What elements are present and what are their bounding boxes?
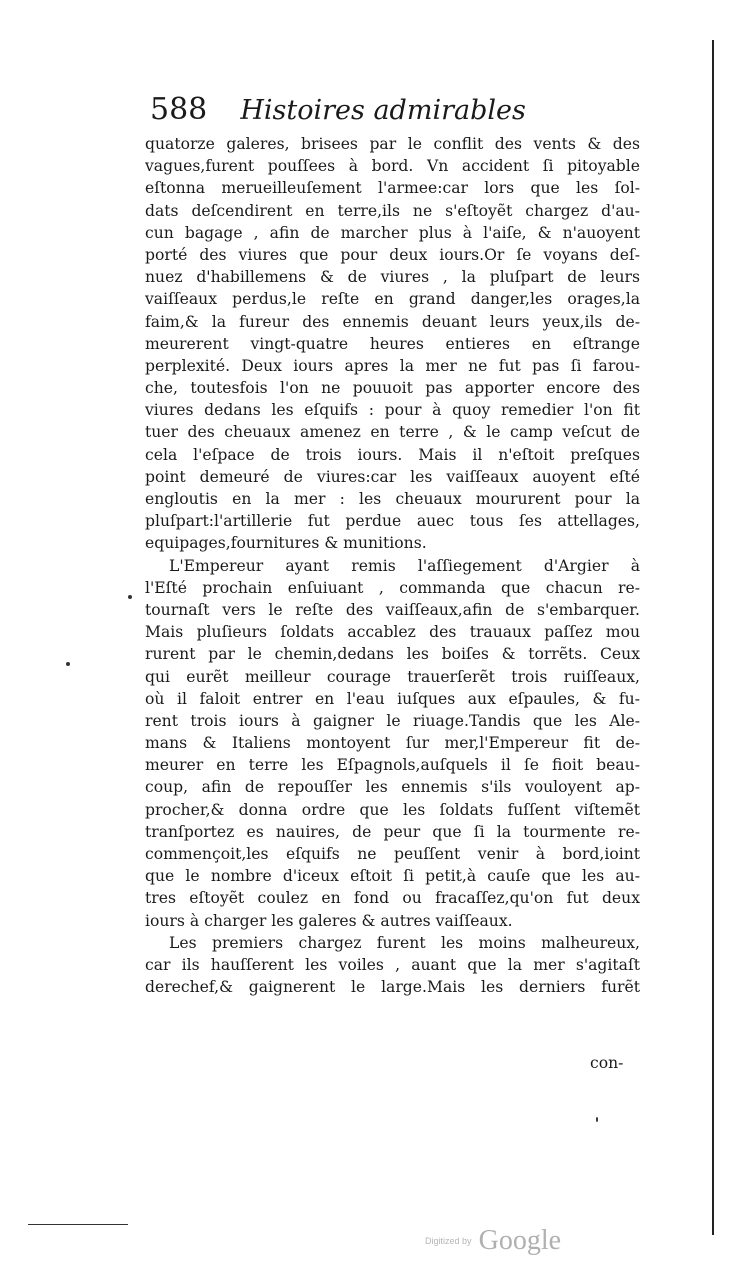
- text-line: perplexité. Deux iours apres la mer ne fut pas ſi farou-: [145, 356, 640, 375]
- text-line: que le nombre d'iceux eſtoit ſi petit,à cauſe que les au-: [145, 867, 640, 886]
- text-line: meurerent vingt-quatre heures entieres en eſtrange: [145, 334, 640, 353]
- text-line: coup, afin de repouſſer les ennemis s'ils vouloyent ap-: [145, 778, 640, 797]
- ink-speck: [128, 595, 132, 599]
- digitized-by-label: Digitized by: [425, 1236, 472, 1246]
- text-line: mans & Italiens montoyent ſur mer,l'Empereur fit de-: [145, 734, 640, 753]
- text-line: quatorze galeres, brisees par le conflit des vents & des: [145, 135, 640, 153]
- text-line: rent trois iours à gaigner le riuage.Tandis que les Ale-: [145, 711, 640, 730]
- page-edge-rule: [712, 40, 714, 1235]
- text-line: l'Eſté prochain enſuiuant , commanda que chacun re-: [145, 578, 640, 597]
- ink-speck: [596, 1117, 598, 1122]
- text-line: nuez d'habillemens & de viures , la pluſpart de leurs: [145, 268, 640, 287]
- text-line: iours à charger les galeres & autres vaiſſeaux.: [145, 911, 513, 930]
- text-line: Les premiers chargez furent les moins malheureux,: [169, 933, 640, 952]
- text-line: faim,& la fureur des ennemis deuant leurs yeux,ils de-: [145, 312, 640, 331]
- running-title: Histoires admirables: [240, 95, 526, 126]
- text-line: vaiſſeaux perdus,le reſte en grand danger,les orages,la: [145, 290, 640, 309]
- text-line: L'Empereur ayant remis l'aſſiegement d'Argier à: [169, 556, 640, 575]
- text-line: tuer des cheuaux amenez en terre , & le camp veſcut de: [145, 423, 640, 442]
- text-line: equipages,fournitures & munitions.: [145, 534, 427, 553]
- text-line: dats deſcendirent en terre,ils ne s'eſtoyẽt chargez d'au-: [145, 201, 640, 220]
- text-line: tranſportez es nauires, de peur que ſi la tourmente re-: [145, 822, 640, 841]
- text-line: tres eſtoyẽt coulez en fond ou fracaſſez,qu'on fut deux: [145, 889, 640, 908]
- catchword: con-: [590, 1054, 624, 1072]
- text-line: cun bagage , afin de marcher plus à l'aiſe, & n'auoyent: [145, 223, 640, 242]
- text-line: rurent par le chemin,dedans les boiſes & torrẽts. Ceux: [145, 645, 640, 664]
- text-line: qui eurẽt meilleur courage trauerſerẽt trois ruiſſeaux,: [145, 667, 640, 686]
- text-line: tournaſt vers le reſte des vaiſſeaux,afin de s'embarquer.: [145, 600, 640, 619]
- text-line: point demeuré de viures:car les vaiſſeaux auoyent eſté: [145, 467, 640, 486]
- text-line: procher,& donna ordre que les ſoldats fuſſent viſtemẽt: [145, 800, 640, 819]
- google-logo: Google: [478, 1225, 562, 1256]
- page-number: 588: [150, 92, 208, 127]
- text-line: viures dedans les eſquifs : pour à quoy remedier l'on fit: [145, 401, 640, 420]
- text-line: eſtonna merueilleuſement l'armee:car lors que les ſol-: [145, 179, 640, 198]
- text-line: engloutis en la mer : les cheuaux moururent pour la: [145, 490, 640, 508]
- text-line: porté des viures que pour deux iours.Or ſe voyans deſ-: [145, 245, 640, 264]
- text-line: Mais pluſieurs ſoldats accablez des trauaux paſſez mou: [145, 623, 640, 642]
- text-line: vagues,furent pouſſees à bord. Vn accident ſi pitoyable: [145, 157, 640, 176]
- text-line: che, toutesfois l'on ne pouuoit pas apporter encore des: [145, 379, 640, 398]
- text-line: car ils hauſſerent les voiles , auant que la mer s'agitaſt: [145, 955, 640, 974]
- footer-rule: [28, 1224, 128, 1225]
- text-line: derechef,& gaignerent le large.Mais les derniers furẽt: [145, 978, 640, 997]
- body-text: [145, 133, 640, 998]
- text-line: où il faloit entrer en l'eau iuſques aux eſpaules, & fu-: [145, 689, 640, 708]
- text-line: meurer en terre les Eſpagnols,auſquels il ſe fioit beau-: [145, 756, 640, 775]
- digitized-watermark: [425, 1225, 561, 1257]
- text-line: pluſpart:l'artillerie fut perdue auec tous ſes attellages,: [145, 512, 640, 531]
- text-line: commençoit,les eſquifs ne peuſſent venir à bord,ioint: [145, 845, 640, 863]
- text-line: cela l'eſpace de trois iours. Mais il n'eſtoit preſques: [145, 445, 640, 464]
- page-header: [150, 92, 650, 132]
- ink-speck: [66, 662, 70, 666]
